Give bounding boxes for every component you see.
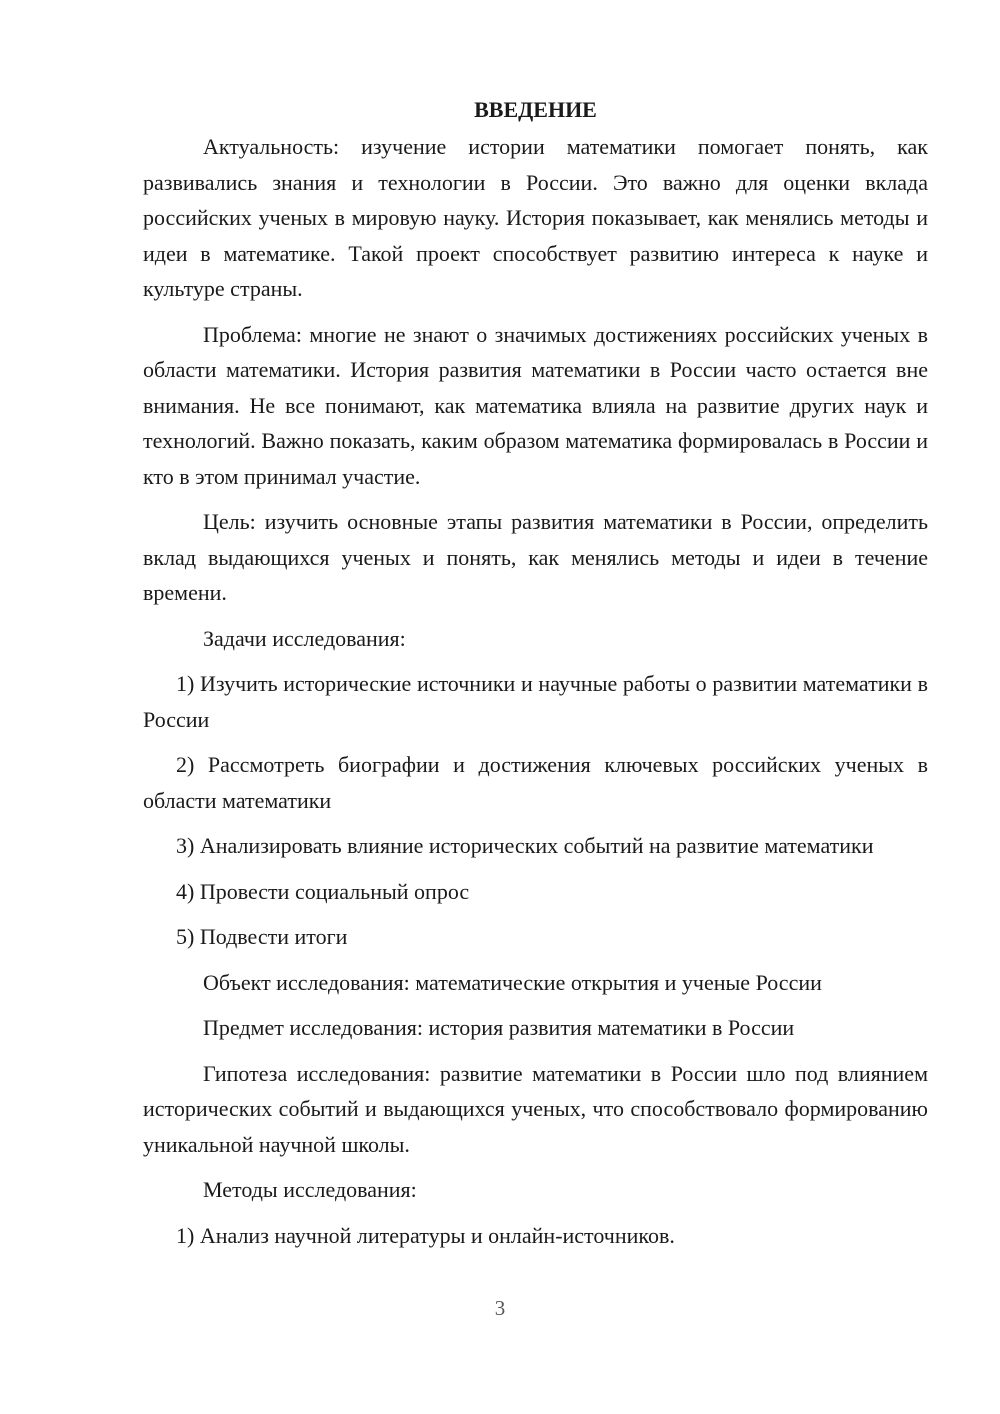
goal-paragraph: Цель: изучить основные этапы развития математики в России, определить вклад выдающихся ученых и понять, как менялись методы и идеи в течение времени. <box>143 509 928 605</box>
subject-paragraph: Предмет исследования: история развития математики в России <box>203 1015 795 1040</box>
page-number: 3 <box>494 1296 506 1320</box>
document-page <box>143 92 928 1263</box>
object-paragraph: Объект исследования: математические открытия и ученые России <box>203 969 822 995</box>
page-title: ВВЕДЕНИЕ <box>474 97 597 122</box>
task-item: 5) Подвести итоги <box>176 924 348 949</box>
method-item: 1) Анализ научной литературы и онлайн-источников. <box>176 1222 675 1248</box>
task-item: 3) Анализировать влияние исторических событий на развитие математики <box>176 833 874 858</box>
task-item: 1) Изучить исторические источники и научные работы о развитии математики в России <box>143 671 928 732</box>
hypothesis-paragraph: Гипотеза исследования: развитие математики в России шло под влиянием исторических событий и выдающихся ученых, что способствовало формированию уникальной научной школы. <box>143 1060 928 1157</box>
tasks-heading: Задачи исследования: <box>203 625 406 651</box>
relevance-paragraph: Актуальность: изучение истории математики помогает понять, как развивались знания и технологии в России. Это важно для оценки вклада российских ученых в мировую науку. История показывает, как менялись методы и идеи в математике. Такой проект способствует развитию интереса к науке и культуре страны. <box>143 134 928 301</box>
methods-heading: Методы исследования: <box>203 1177 417 1202</box>
task-item: 4) Провести социальный опрос <box>176 878 470 904</box>
problem-paragraph: Проблема: многие не знают о значимых достижениях российских ученых в области математики. История развития математики в России часто остается вне внимания. Не все понимают, как математика влияла на развитие других наук и технологий. Важно показать, каким образом математика формировалась в России и кто в этом принимал участие. <box>143 321 928 489</box>
task-item: 2) Рассмотреть биографии и достижения ключевых российских ученых в области математики <box>143 752 928 813</box>
